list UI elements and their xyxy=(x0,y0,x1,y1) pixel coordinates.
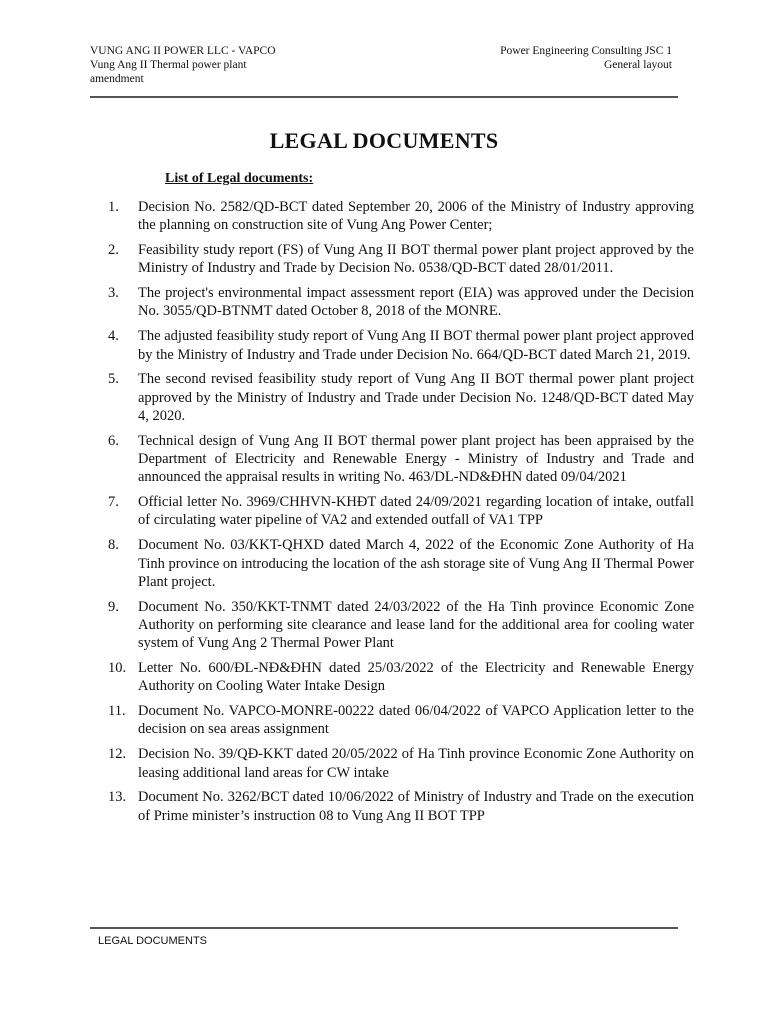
header-project: Vung Ang II Thermal power plant xyxy=(90,59,247,71)
list-item-number: 3. xyxy=(108,285,119,302)
list-item-text: The second revised feasibility study report of Vung Ang II BOT thermal power plant project approved by the Ministry of Industry and Trade under Decision No. 1248/QD-BCT dated May 4, 2020. xyxy=(138,371,694,424)
list-item-number: 10. xyxy=(108,660,127,677)
header-consultant: Power Engineering Consulting JSC 1 xyxy=(500,45,672,57)
list-subheading: List of Legal documents: xyxy=(165,171,314,186)
header-right xyxy=(472,44,672,72)
header-amendment: amendment xyxy=(90,73,144,85)
list-item-text: Letter No. 600/ĐL-NĐ&ĐHN dated 25/03/2022 of the Electricity and Renewable Energy Authority on Cooling Water Intake Design xyxy=(138,660,694,695)
list-item-text: Document No. VAPCO-MONRE-00222 dated 06/04/2022 of VAPCO Application letter to the decision on sea areas assignment xyxy=(138,703,694,738)
footer-divider xyxy=(90,927,678,929)
list-item-number: 5. xyxy=(108,371,119,388)
list-item xyxy=(108,745,694,782)
list-item-number: 4. xyxy=(108,328,119,345)
list-item-number: 9. xyxy=(108,598,119,615)
list-item xyxy=(108,284,694,321)
list-item-number: 7. xyxy=(108,494,119,511)
list-item xyxy=(108,659,694,696)
list-item-text: Document No. 3262/BCT dated 10/06/2022 of Ministry of Industry and Trade on the execution of Prime minister’s instruction 08 to Vung Ang II BOT TPP xyxy=(138,789,694,824)
list-item-number: 6. xyxy=(108,432,119,449)
list-item-text: Document No. 350/KKT-TNMT dated 24/03/2022 of the Ha Tinh province Economic Zone Authority on performing site clearance and lease land for the additional area for cooling water system of Vung Ang 2 Thermal Power Plant xyxy=(138,598,694,652)
header-left xyxy=(90,44,350,86)
header-company: VUNG ANG II POWER LLC - VAPCO xyxy=(90,45,276,57)
list-item xyxy=(108,493,694,530)
list-item xyxy=(108,432,694,487)
list-item xyxy=(108,536,694,591)
list-item-number: 12. xyxy=(108,746,127,763)
list-item-text: Decision No. 39/QĐ-KKT dated 20/05/2022 of Ha Tinh province Economic Zone Authority on leasing additional land areas for CW intake xyxy=(138,746,694,781)
list-item xyxy=(108,198,694,235)
list-item xyxy=(108,241,694,278)
page-title: LEGAL DOCUMENTS xyxy=(269,128,499,153)
list-item-text: Technical design of Vung Ang II BOT thermal power plant project has been appraised by the Department of Electricity and Renewable Energy - Ministry of Industry and Trade and announced the appraisal results in writing No. 463/DL-ND&ĐHN dated 09/04/2021 xyxy=(138,432,694,486)
list-item-number: 1. xyxy=(108,199,119,215)
header-section: General layout xyxy=(603,59,672,71)
legal-documents-list xyxy=(108,198,694,831)
list-item-text: The project's environmental impact assessment report (EIA) was approved under the Decision No. 3055/QD-BTNMT dated October 8, 2018 of the MONRE. xyxy=(138,285,694,320)
list-item xyxy=(108,702,694,739)
list-item-number: 2. xyxy=(108,242,119,259)
list-item xyxy=(108,788,694,825)
header-divider xyxy=(90,96,678,98)
list-item-number: 11. xyxy=(108,703,126,720)
list-item-text: Feasibility study report (FS) of Vung Ang II BOT thermal power plant project approved by the Ministry of Industry and Trade by Decision No. 0538/QD-BCT dated 28/01/2011. xyxy=(138,242,694,277)
footer-label: LEGAL DOCUMENTS xyxy=(98,935,208,947)
list-item xyxy=(108,598,694,653)
list-item-text: Document No. 03/KKT-QHXD dated March 4, 2022 of the Economic Zone Authority of Ha Tinh province on introducing the location of the ash storage site of Vung Ang II Thermal Power Plant project. xyxy=(138,537,694,590)
list-item xyxy=(108,327,694,364)
list-item-text: Decision No. 2582/QD-BCT dated September 20, 2006 of the Ministry of Industry approving the planning on construction site of Vung Ang Power Center; xyxy=(138,199,694,234)
list-item-text: Official letter No. 3969/CHHVN-KHĐT dated 24/09/2021 regarding location of intake, outfall of circulating water pipeline of VA2 and extended outfall of VA1 TPP xyxy=(138,494,694,529)
list-item-text: The adjusted feasibility study report of Vung Ang II BOT thermal power plant project approved by the Ministry of Industry and Trade under Decision No. 664/QD-BCT dated March 21, 2019. xyxy=(138,328,694,363)
list-item xyxy=(108,370,694,425)
list-item-number: 13. xyxy=(108,789,127,806)
list-item-number: 8. xyxy=(108,537,119,554)
